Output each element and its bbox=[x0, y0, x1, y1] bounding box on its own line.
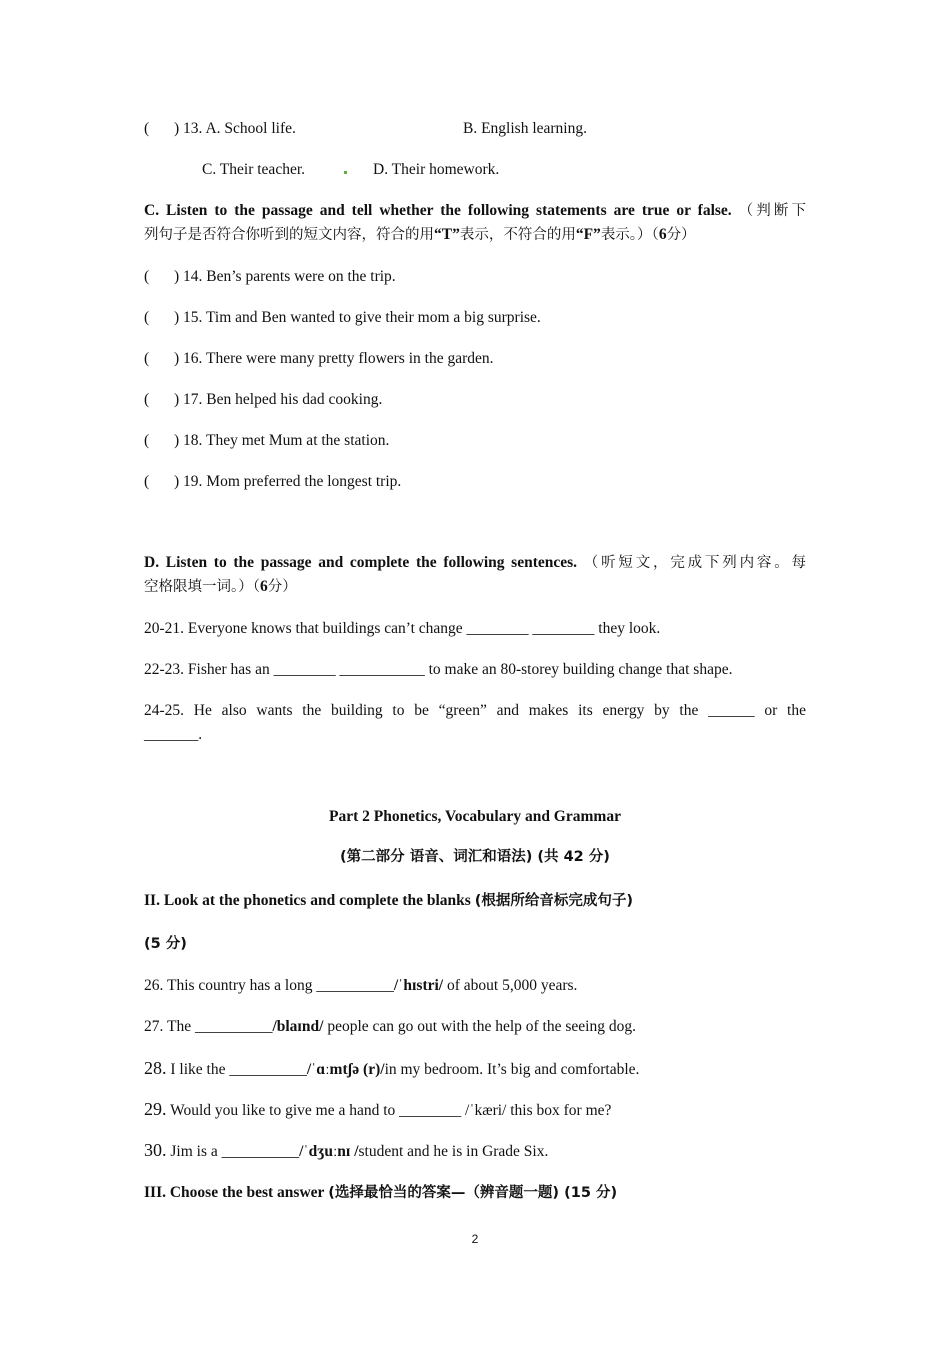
list-item: ( ) 14. Ben’s parents were on the trip. bbox=[144, 268, 396, 285]
list-item: 22-23. Fisher has an ________ ___________ to make an 80-storey building change that shape. bbox=[144, 661, 733, 678]
answer-bracket: ( bbox=[144, 432, 150, 449]
list-item: ( ) 17. Ben helped his dad cooking. bbox=[144, 391, 383, 408]
part-subtitle: (第二部分 语音、词汇和语法) (共 42 分) bbox=[340, 849, 610, 865]
phonetic: /blaɪnd/ bbox=[272, 1018, 324, 1035]
stray-mark bbox=[344, 171, 347, 174]
section-d-instruction-1: （听短文，完成下列内容。每 bbox=[583, 555, 807, 571]
list-item: 28. I like the __________/ˈɑːmtʃə (r)/in my bedroom. It’s big and comfortable. bbox=[144, 1058, 640, 1078]
question-number: 28. bbox=[144, 1058, 167, 1078]
list-item: ( ) 19. Mom preferred the longest trip. bbox=[144, 473, 402, 490]
section-c-heading-line2: 列句子是否符合你听到的短文内容，符合的用“T”表示，不符合的用“F”表示。）（6分） bbox=[144, 226, 696, 243]
option-b: B. English learning. bbox=[463, 120, 587, 137]
true-mark: “T” bbox=[434, 226, 460, 243]
list-item: ( ) 18. They met Mum at the station. bbox=[144, 432, 390, 449]
list-item: 24-25. He also wants the building to be “green” and makes its energy by the ______ or the bbox=[144, 702, 806, 719]
page-number: 2 bbox=[471, 1232, 479, 1246]
question-number: 26. bbox=[144, 977, 164, 994]
list-item-continuation: _______. bbox=[144, 726, 203, 743]
section-ii-title: II. Look at the phonetics and complete the blanks bbox=[144, 892, 471, 909]
phonetic: /ˈhɪstri/ bbox=[393, 977, 444, 994]
section-ii-points: (5 分) bbox=[144, 936, 187, 952]
section-iii-heading bbox=[144, 1183, 617, 1203]
section-ii-heading bbox=[144, 891, 633, 911]
section-d-title: D. Listen to the passage and complete the following sentences. bbox=[144, 554, 578, 571]
section-iii-title: III. Choose the best answer bbox=[144, 1184, 325, 1201]
answer-bracket: ( bbox=[144, 391, 150, 408]
part-title: Part 2 Phonetics, Vocabulary and Grammar bbox=[329, 808, 621, 825]
list-item: ( ) 15. Tim and Ben wanted to give their mom a big surprise. bbox=[144, 309, 541, 326]
points: 6 bbox=[260, 578, 268, 595]
section-c-instruction-1: （判断下 bbox=[738, 203, 806, 219]
question-number: 29. bbox=[144, 1099, 167, 1119]
phonetic: /ˈɑːmtʃə (r)/ bbox=[306, 1061, 385, 1078]
option-d: D. Their homework. bbox=[373, 161, 500, 178]
answer-bracket: ( bbox=[144, 120, 150, 137]
question-number: ) 13. bbox=[174, 120, 203, 137]
answer-bracket: ( bbox=[144, 473, 150, 490]
answer-bracket: ( bbox=[144, 268, 150, 285]
question-number: 27. bbox=[144, 1018, 164, 1035]
section-ii-instruction: (根据所给音标完成句子) bbox=[474, 893, 633, 909]
phonetic: /ˈkæri/ bbox=[465, 1102, 507, 1119]
list-item: 20-21. Everyone knows that buildings can’t change ________ ________ they look. bbox=[144, 620, 661, 637]
question-number: 30. bbox=[144, 1140, 167, 1160]
list-item: 30. Jim is a __________/ˈdʒuːnɪ /student and he is in Grade Six. bbox=[144, 1140, 549, 1160]
section-iii-instruction: (选择最恰当的答案—（辨音题一题) (15 分) bbox=[328, 1185, 618, 1201]
question-13 bbox=[144, 119, 296, 139]
section-d-heading-line2: 空格限填一词。）（6分） bbox=[144, 578, 297, 595]
points: 6 bbox=[658, 226, 667, 243]
section-c-heading bbox=[144, 201, 806, 221]
option-a: A. School life. bbox=[205, 120, 296, 137]
false-mark: “F” bbox=[575, 226, 601, 243]
answer-bracket: ( bbox=[144, 350, 150, 367]
section-d-heading bbox=[144, 553, 806, 573]
list-item: 27. The __________/blaɪnd/ people can go out with the help of the seeing dog. bbox=[144, 1018, 636, 1035]
answer-bracket: ( bbox=[144, 309, 150, 326]
list-item: 26. This country has a long __________/ˈhɪstri/ of about 5,000 years. bbox=[144, 977, 578, 994]
phonetic: /ˈdʒuːnɪ / bbox=[299, 1143, 359, 1160]
option-c: C. Their teacher. bbox=[202, 161, 306, 178]
list-item: 29. Would you like to give me a hand to ________ /ˈkæri/ this box for me? bbox=[144, 1099, 612, 1119]
section-c-title: C. Listen to the passage and tell whether the following statements are true or false. bbox=[144, 202, 732, 219]
list-item: ( ) 16. There were many pretty flowers in the garden. bbox=[144, 350, 494, 367]
